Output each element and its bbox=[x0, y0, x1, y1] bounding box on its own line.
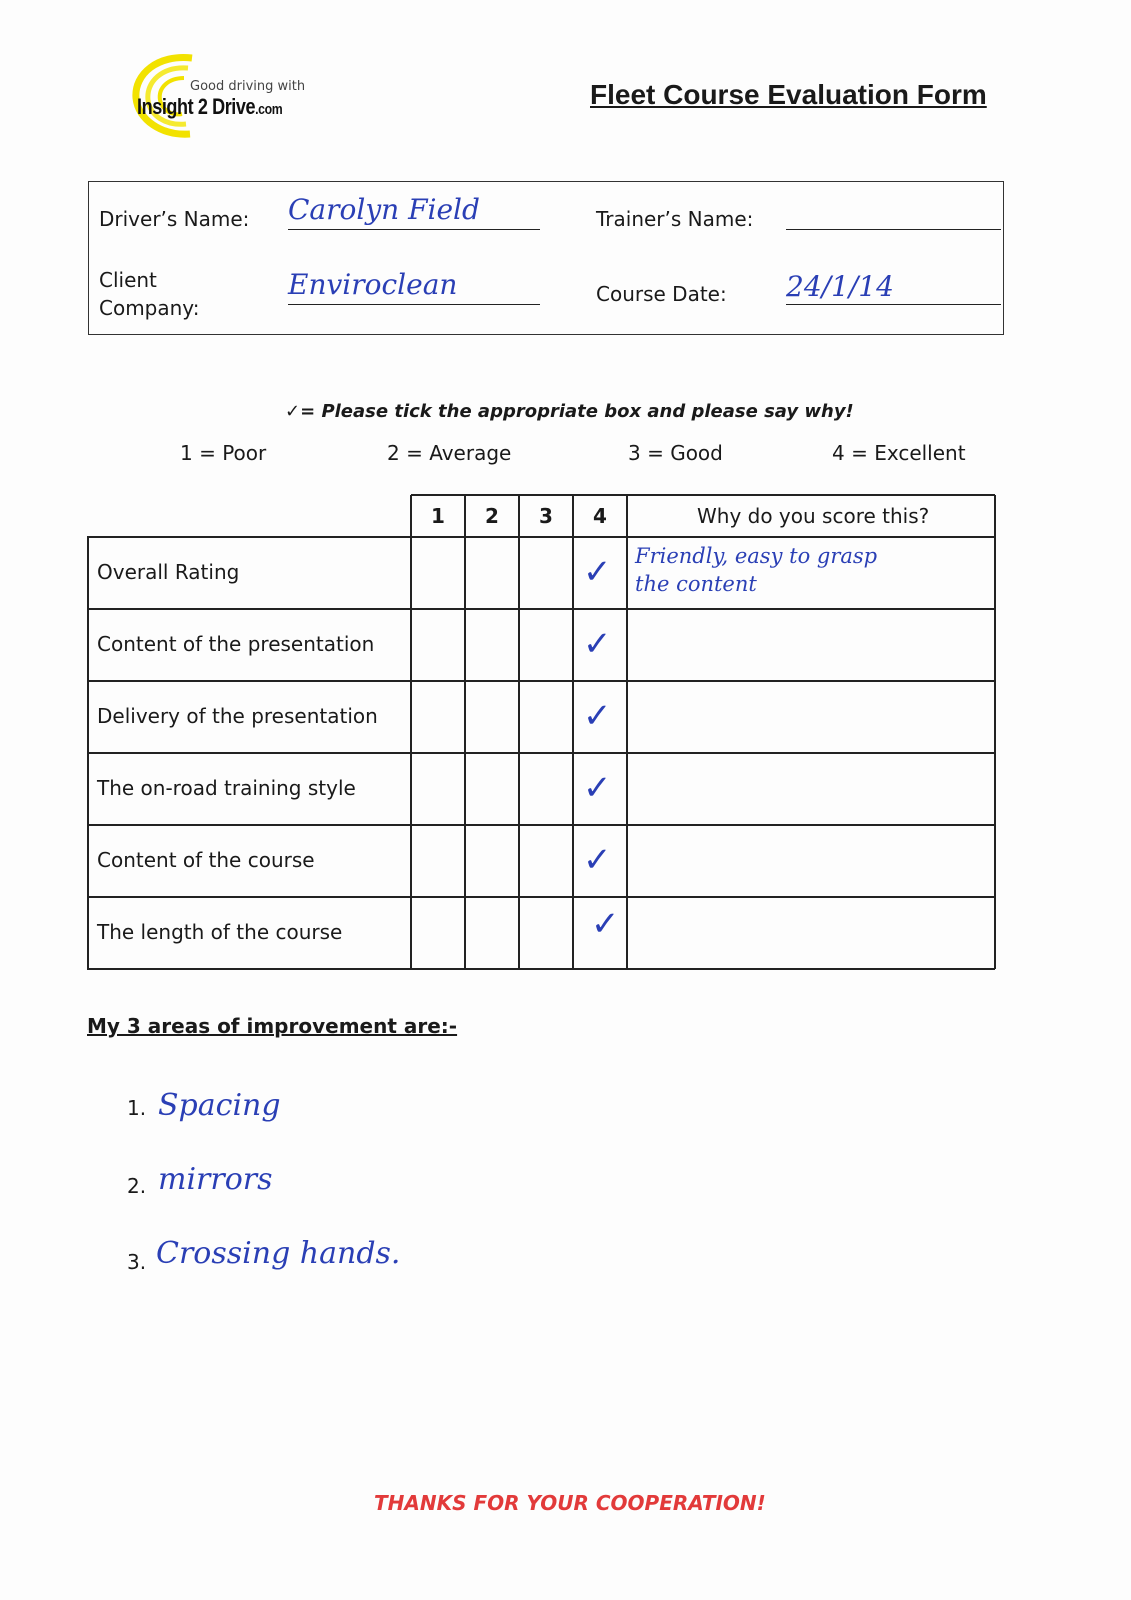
scale-average: 2 = Average bbox=[387, 441, 512, 465]
header-score-4: 4 bbox=[593, 504, 607, 528]
row-label-delivery-presentation: Delivery of the presentation bbox=[97, 704, 378, 728]
logo-tagline: Good driving with bbox=[190, 79, 306, 94]
improvements-title: My 3 areas of improvement are:- bbox=[87, 1014, 458, 1038]
rating-table bbox=[87, 494, 996, 970]
improvement-item-1[interactable]: Spacing bbox=[158, 1088, 281, 1123]
header-why: Why do you score this? bbox=[697, 504, 930, 528]
scale-good: 3 = Good bbox=[628, 441, 723, 465]
tick-content-course[interactable]: ✓ bbox=[583, 840, 612, 880]
comment-overall-rating-line1[interactable]: Friendly, easy to grasp bbox=[635, 544, 878, 568]
row-label-overall-rating: Overall Rating bbox=[97, 560, 240, 584]
scale-poor: 1 = Poor bbox=[180, 441, 267, 465]
improvement-number-1: 1. bbox=[127, 1096, 147, 1120]
client-label-line2: Company: bbox=[99, 296, 200, 320]
client-company-line[interactable] bbox=[288, 304, 540, 305]
footer-thanks: THANKS FOR YOUR COOPERATION! bbox=[374, 1491, 766, 1515]
trainers-name-label: Trainer’s Name: bbox=[596, 207, 754, 231]
course-date-line[interactable] bbox=[786, 304, 1001, 305]
comment-overall-rating-line2[interactable]: the content bbox=[635, 572, 757, 596]
row-label-length-course: The length of the course bbox=[97, 920, 343, 944]
tick-icon: ✓ bbox=[285, 401, 301, 422]
drivers-name-label: Driver’s Name: bbox=[99, 207, 250, 231]
header-score-1: 1 bbox=[431, 504, 445, 528]
tick-content-presentation[interactable]: ✓ bbox=[583, 624, 612, 664]
drivers-name-line[interactable] bbox=[288, 229, 540, 230]
driver-info-box bbox=[88, 181, 1004, 335]
client-label-line1: Client bbox=[99, 268, 157, 292]
header-score-2: 2 bbox=[485, 504, 499, 528]
instruction-text: ✓= Please tick the appropriate box and please say why! bbox=[285, 401, 854, 422]
header-score-3: 3 bbox=[539, 504, 553, 528]
scale-excellent: 4 = Excellent bbox=[832, 441, 966, 465]
improvement-number-2: 2. bbox=[127, 1174, 147, 1198]
improvement-item-3[interactable]: Crossing hands. bbox=[156, 1236, 401, 1271]
row-label-content-presentation: Content of the presentation bbox=[97, 632, 375, 656]
page-title: Fleet Course Evaluation Form bbox=[590, 79, 987, 110]
tick-delivery-presentation[interactable]: ✓ bbox=[583, 696, 612, 736]
improvement-item-2[interactable]: mirrors bbox=[158, 1162, 273, 1197]
logo-brand: Insight 2 Drive.com bbox=[137, 94, 283, 119]
tick-overall-rating[interactable]: ✓ bbox=[583, 552, 612, 592]
course-date-label: Course Date: bbox=[596, 282, 727, 306]
trainers-name-line[interactable] bbox=[786, 229, 1001, 230]
course-date-value: 24/1/14 bbox=[786, 270, 894, 303]
client-company-value: Enviroclean bbox=[288, 268, 458, 301]
row-label-content-course: Content of the course bbox=[97, 848, 315, 872]
row-label-on-road-training: The on-road training style bbox=[97, 776, 356, 800]
tick-on-road-training[interactable]: ✓ bbox=[583, 768, 612, 808]
tick-length-course[interactable]: ✓ bbox=[591, 904, 620, 944]
drivers-name-value: Carolyn Field bbox=[288, 193, 480, 226]
improvement-number-3: 3. bbox=[127, 1250, 147, 1274]
